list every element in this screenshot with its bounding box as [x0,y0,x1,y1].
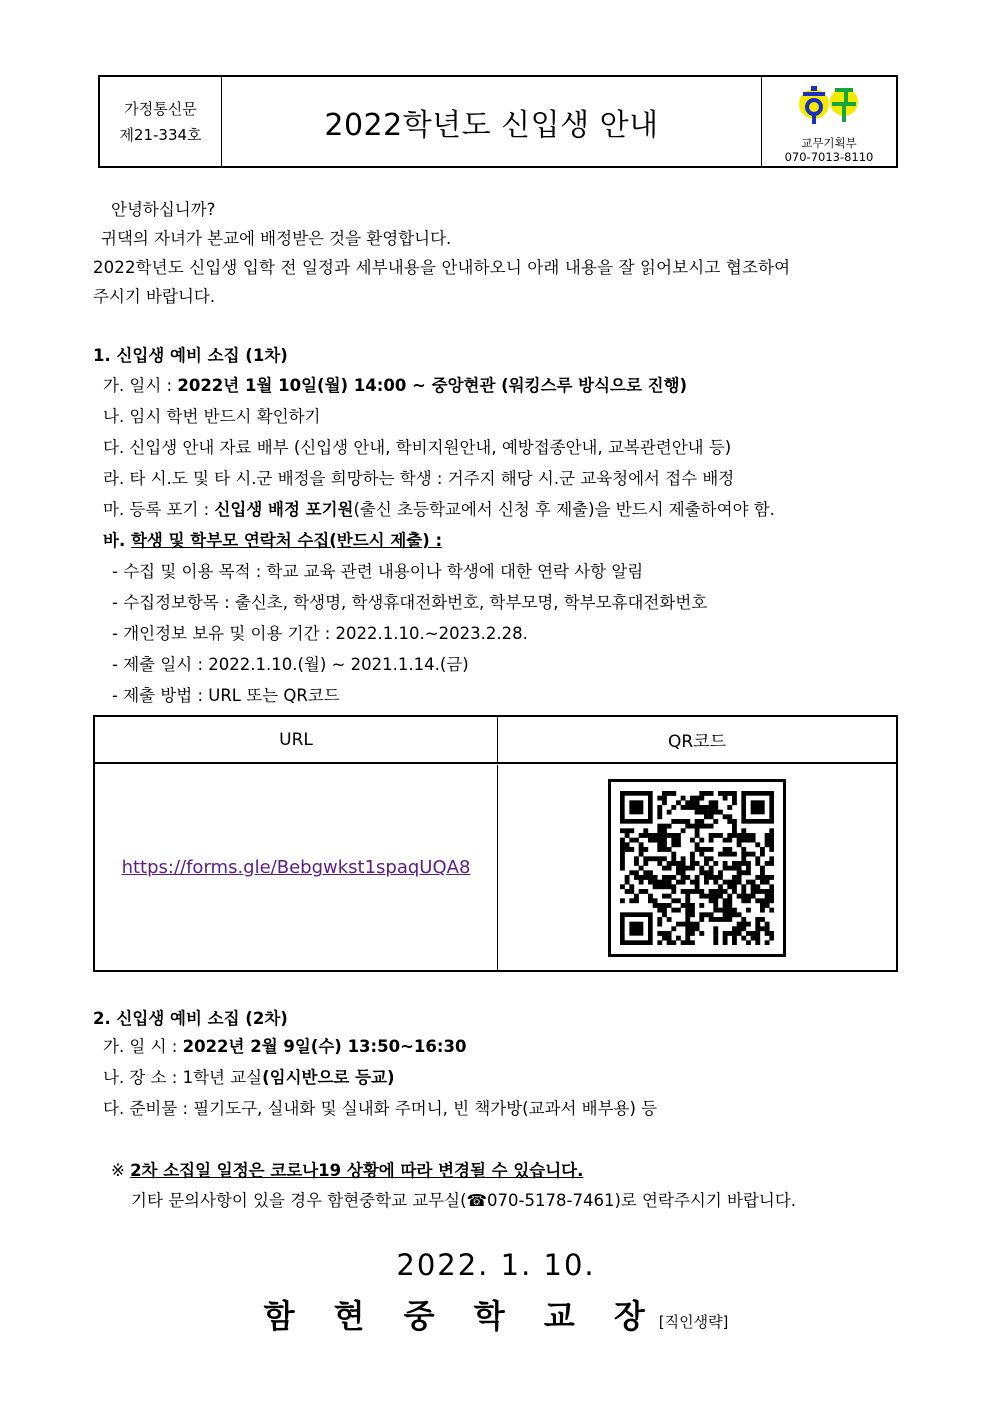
section2-item-a-detail: 2022년 2월 9일(수) 13:50~16:30 [182,1037,467,1056]
url-cell [95,765,498,970]
doc-number: 제21-334호 [119,125,202,144]
intro-line-1: 귀댁의 자녀가 본교에 배정받은 것을 환영합니다. [101,229,452,248]
collection-item: - 제출 방법 : URL 또는 QR코드 [112,686,340,705]
qr-cell [498,765,896,970]
section1-item-b: 나. 임시 학번 반드시 확인하기 [103,407,321,426]
contact-line: 기타 문의사항이 있을 경우 함현중학교 교무실(☎070-5178-7461)로 연락주시기 바랍니다. [131,1191,797,1210]
page-title: 2022학년도 신입생 안내 [324,107,659,143]
collection-item: - 수집 및 이용 목적 : 학교 교육 관련 내용이나 학생에 대한 연락 사항 알림 [112,562,644,581]
dept-info [761,77,896,166]
collection-item: - 제출 일시 : 2022.1.10.(월) ~ 2021.1.14.(금) [112,655,469,674]
notice-text: 2차 소집일 일정은 코로나19 상황에 따라 변경될 수 있습니다. [130,1161,584,1180]
section2-item-b-prefix: 나. 장 소 : 1학년 교실 [103,1068,263,1087]
section1-item-f [103,527,442,551]
section1-item-f-title: 학생 및 학부모 연락처 수집(반드시 제출) : [130,531,443,550]
collection-item: - 개인정보 보유 및 이용 기간 : 2022.1.10.~2023.2.28. [112,624,528,643]
section2-item-b-bold: (임시반으로 등교) [262,1068,395,1087]
intro-line-2: 2022학년도 신입생 입학 전 일정과 세부내용을 안내하오니 아래 내용을 잘 읽어보시고 협조하여 [93,258,791,277]
section1-item-a-prefix: 가. 일시 : [103,376,178,395]
section2-item-a-prefix: 가. 일 시 : [103,1037,183,1056]
doc-info [100,77,222,166]
qr-code-icon [620,791,774,945]
collection-item: - 수집정보항목 : 출신초, 학생명, 학생휴대전화번호, 학부모명, 학부모휴대전화번호 [112,593,708,612]
table-body [95,765,896,970]
section1-item-a [103,372,687,396]
submission-table [93,715,898,972]
section2-item-b [103,1064,395,1088]
dept-phone: 070-7013-8110 [784,150,874,164]
section1-item-e-suffix: (출신 초등학교에서 신청 후 제출)을 반드시 제출하여야 함. [353,500,775,519]
doc-type: 가정통신문 [124,99,197,118]
form-url-link[interactable]: https://forms.gle/Bebgwkst1spaqUQA8 [121,857,471,878]
header-url: URL [95,717,498,762]
section1-item-e-prefix: 마. 등록 포기 : [103,500,215,519]
header-box [98,75,898,168]
section1-item-e [103,496,775,520]
section1-item-d: 라. 타 시.도 및 타 시.군 배정을 희망하는 학생 : 거주지 해당 시.군 교육청에서 접수 배정 [103,469,735,488]
dept-name: 교무기획부 [801,136,857,150]
header-qr: QR코드 [667,732,727,752]
section1-item-f-prefix: 바. [103,531,131,550]
table-header [95,717,896,763]
intro-line-3: 주시기 바랍니다. [93,287,216,306]
greeting: 안녕하십니까? [111,200,216,219]
notice-mark: ※ [111,1161,131,1180]
section2-item-c: 다. 준비물 : 필기도구, 실내화 및 실내화 주머니, 빈 책가방(교과서 배부용) 등 [103,1099,658,1118]
section1-item-a-detail: 2022년 1월 10일(월) 14:00 ~ 중앙현관 (워킹스루 방식으로 진행) [177,376,688,395]
school-logo [797,82,861,126]
notice-line [111,1157,583,1181]
section1-item-e-bold: 신입생 배정 포기원 [214,500,354,519]
qr-code[interactable] [608,779,786,957]
issue-date: 2022. 1. 10. [396,1248,596,1282]
signer-name: 함 현 중 학 교 장 [263,1297,659,1335]
seal-note: [직인생략] [658,1313,729,1331]
section2-item-a [103,1033,466,1057]
section1-item-c: 다. 신입생 안내 자료 배부 (신입생 안내, 학비지원안내, 예방접종안내, 교복관련안내 등) [103,438,732,457]
signer [0,1291,992,1337]
section1-heading: 1. 신입생 예비 소집 (1차) [93,346,288,365]
section2-heading: 2. 신입생 예비 소집 (2차) [93,1009,288,1028]
